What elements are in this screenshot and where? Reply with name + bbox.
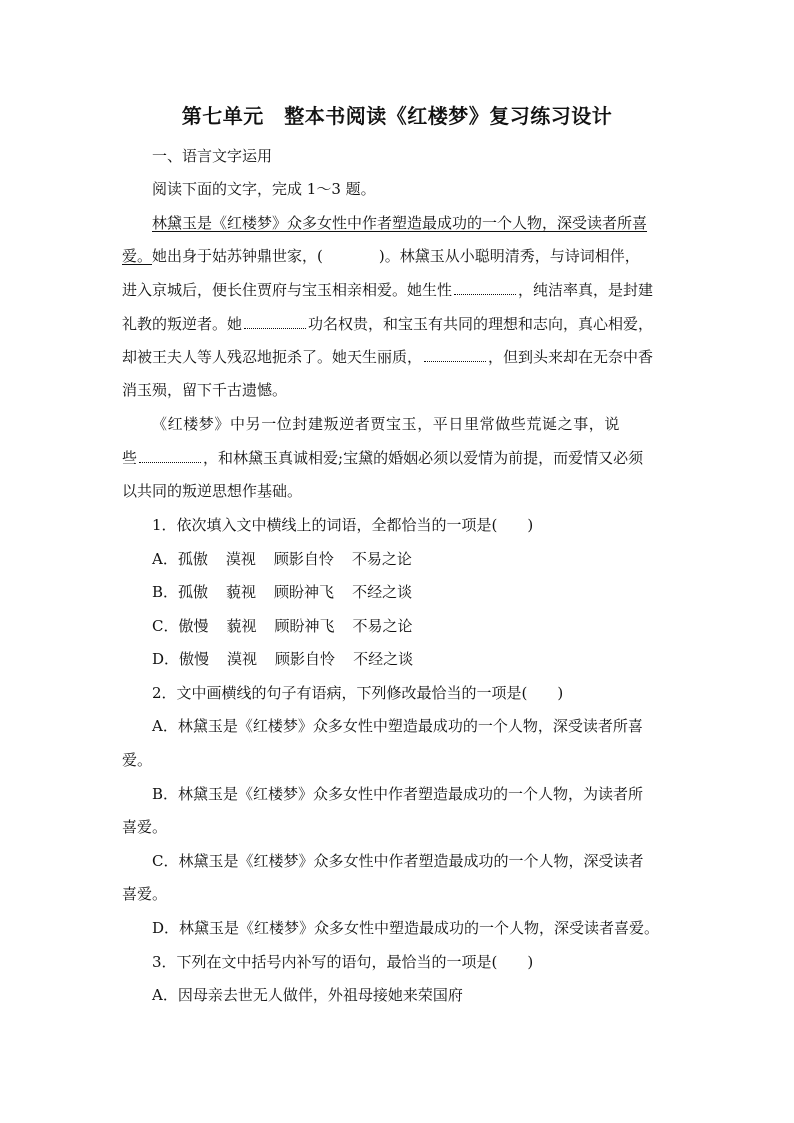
option-word: 不易之论 [351,550,412,568]
option-word: 漠视 [227,650,258,668]
question-option: D．林黛玉是《红楼梦》众多女性中塑造最成功的一个人物，深受读者喜爱。 [152,919,660,937]
passage-text: ，但到头来却在无奈中香 [488,348,654,366]
passage-line: 以共同的叛逆思想作基础。 [122,482,303,500]
passage-text: )。林黛玉从小聪明清秀，与诗词相伴， [378,247,640,265]
question-option [152,649,708,669]
passage-text: 却被王夫人等人残忍地扼杀了。她天生丽质， [122,348,423,366]
underlined-sentence: 林黛玉是《红楼梦》众多女性中作者塑造最成功的一个人物，深受读者所喜 [152,214,648,232]
passage-line: 《红楼梦》中另一位封建叛逆者贾宝玉，平日里常做些荒诞之事，说 [152,415,621,433]
passage-line [152,213,708,233]
question-option [152,549,708,569]
question-option: A．因母亲去世无人做伴，外祖母接她来荣国府 [152,986,463,1004]
option-word: 不经之谈 [353,650,414,668]
question-stem: 3．下列在文中括号内补写的语句，最恰当的一项是( ) [152,953,534,971]
page-title: 第七单元 整本书阅读《红楼梦》复习练习设计 [181,104,613,128]
passage-text: 她出身于姑苏钟鼎世家，( [152,247,323,265]
passage-text: 进入京城后，便长住贾府与宝玉相亲相爱。她生性 [122,281,453,299]
question-option [152,616,708,636]
question-option-cont: 喜爱。 [122,885,168,903]
passage-text: 些 [122,449,138,467]
option-word: C．傲慢 [152,617,209,635]
fill-blank [454,282,516,295]
option-word: 漠视 [225,550,256,568]
passage-line [122,280,678,300]
passage-text: 礼教的叛逆者。她 [122,315,243,333]
question-stem: 1．依次填入文中横线上的词语，全都恰当的一项是( ) [152,516,534,534]
option-word: 顾影自怜 [273,550,334,568]
question-option: A．林黛玉是《红楼梦》众多女性中塑造最成功的一个人物，深受读者所喜 [152,717,643,735]
question-option: B．林黛玉是《红楼梦》众多女性中作者塑造最成功的一个人物，为读者所 [152,785,644,803]
question-option-cont: 喜爱。 [122,818,168,836]
fill-blank [139,450,201,463]
option-word: 不经之谈 [352,583,413,601]
passage-line [122,314,678,334]
question-option [152,582,708,602]
option-word: 顾影自怜 [275,650,336,668]
question-option-cont: 爱。 [122,751,153,769]
passage-line [122,448,678,468]
option-word: B．孤傲 [152,583,209,601]
underlined-sentence-end: 爱。 [122,247,153,265]
passage-line [122,347,678,367]
question-stem: 2．文中画横线的句子有语病，下列修改最恰当的一项是( ) [152,684,564,702]
question-option: C．林黛玉是《红楼梦》众多女性中作者塑造最成功的一个人物，深受读者 [152,852,644,870]
option-word: 不易之论 [352,617,413,635]
option-word: 顾盼神飞 [274,617,335,635]
passage-text: ，和林黛玉真诚相爱;宝黛的婚姻必须以爱情为前提，而爱情又必须 [203,449,644,467]
passage-text: ，纯洁率真，是封建 [518,281,654,299]
option-word: 藐视 [226,583,257,601]
option-word: 顾盼神飞 [274,583,335,601]
fill-blank [244,316,306,329]
passage-text: 功名权贵，和宝玉有共同的理想和志向，真心相爱， [308,315,654,333]
instruction-text: 阅读下面的文字，完成 1～3 题。 [152,180,376,198]
option-word: A．孤傲 [152,550,208,568]
passage-line: 消玉殒，留下千古遗憾。 [122,381,288,399]
option-word: 藐视 [226,617,257,635]
fill-blank [424,349,486,362]
passage-line [122,246,678,266]
option-word: D．傲慢 [152,650,210,668]
section-heading: 一、语言文字运用 [152,147,273,165]
